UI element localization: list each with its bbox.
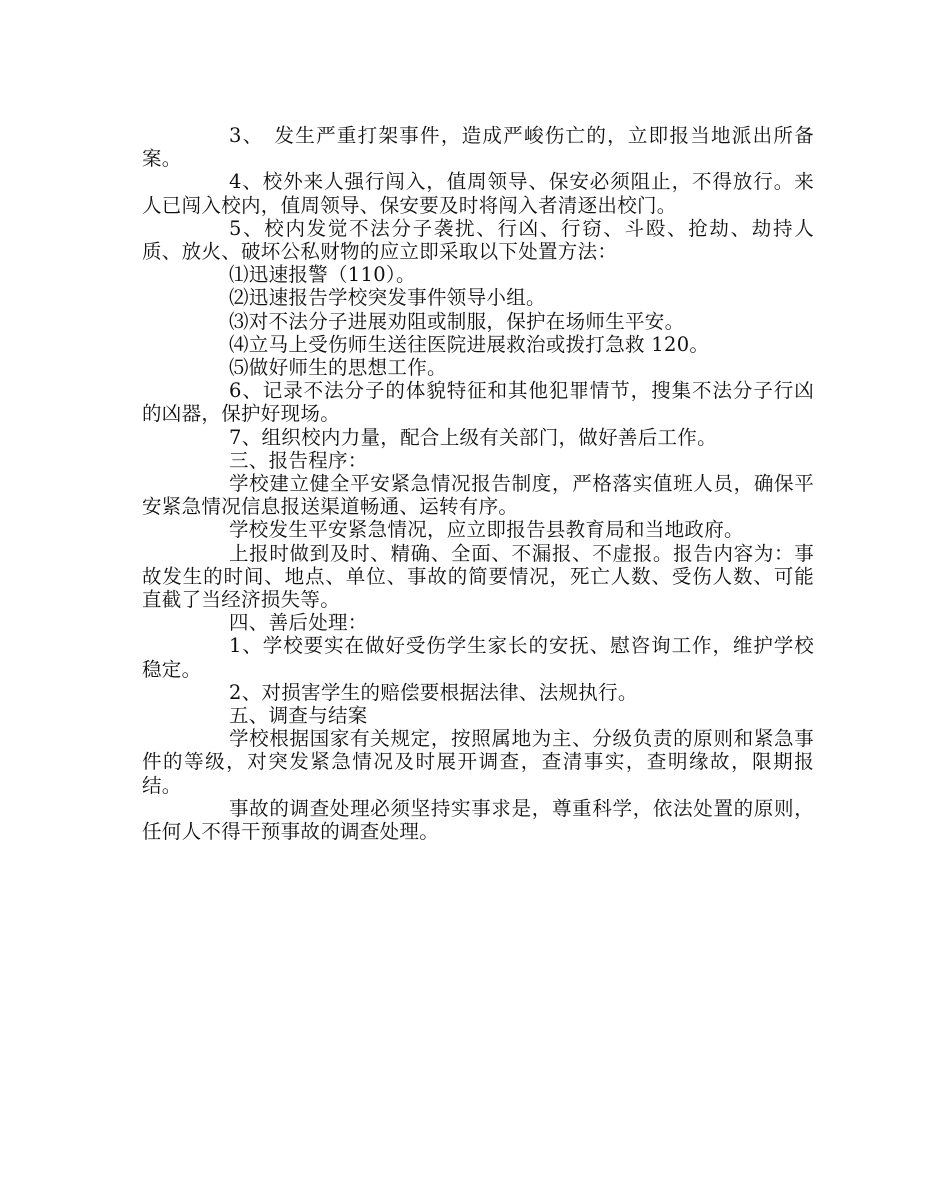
sub-item-5: ⑸做好师生的思想工作。 <box>229 356 447 380</box>
paragraph-investigation-1: 学校根据国家有关规定，按照属地为主、分级负责的原则和紧急事件的等级，对突发紧急情况及时展开调查，查清事实，查明缘故，限期报结。 <box>142 727 814 797</box>
paragraph-investigation-2: 事故的调查处理必须坚持实事求是，尊重科学，依法处置的原则，任何人不得干预事故的调查处理。 <box>142 796 814 844</box>
paragraph-report-content: 上报时做到及时、精确、全面、不漏报、不虚报。报告内容为：事故发生的时间、地点、单位、事故的简要情况，死亡人数、受伤人数、可能直截了当经济损失等。 <box>142 541 814 612</box>
paragraph-item-3: 3、 发生严重打架事件，造成严峻伤亡的，立即报当地派出所备案。 <box>142 124 814 171</box>
section-heading-report-procedure: 三、报告程序： <box>229 448 368 472</box>
sub-item-3: ⑶对不法分子进展劝阻或制服，保护在场师生平安。 <box>229 309 685 333</box>
paragraph-aftermath-2: 2、对损害学生的赔偿要根据法律、法规执行。 <box>229 680 638 704</box>
sub-item-2: ⑵迅速报告学校突发事件领导小组。 <box>229 286 546 310</box>
paragraph-item-7: 7、组织校内力量，配合上级有关部门，做好善后工作。 <box>229 425 717 449</box>
sub-item-1: ⑴迅速报警（110）。 <box>229 263 416 287</box>
paragraph-report-system: 学校建立健全平安紧急情况报告制度，严格落实值班人员，确保平安紧急情况信息报送渠道畅通、运转有序。 <box>142 472 814 519</box>
sub-item-4: ⑷立马上受伤师生送往医院进展救治或拨打急救 120。 <box>229 332 710 356</box>
paragraph-aftermath-1: 1、学校要实在做好受伤学生家长的安抚、慰咨询工作，维护学校稳定。 <box>142 634 814 681</box>
paragraph-item-4: 4、校外来人强行闯入，值周领导、保安必须阻止，不得放行。来人已闯入校内，值周领导、保安要及时将闯入者清逐出校门。 <box>142 170 814 217</box>
paragraph-item-5: 5、校内发觉不法分子袭扰、行凶、行窃、斗殴、抢劫、劫持人质、放火、破坏公私财物的应立即采取以下处置方法： <box>142 216 814 264</box>
paragraph-report-authorities: 学校发生平安紧急情况，应立即报告县教育局和当地政府。 <box>229 518 744 542</box>
section-heading-aftermath: 四、善后处理： <box>229 611 368 635</box>
paragraph-item-6: 6、记录不法分子的体貌特征和其他犯罪情节，搜集不法分子行凶的凶器，保护好现场。 <box>142 379 814 426</box>
section-heading-investigation: 五、调查与结案 <box>229 704 368 728</box>
document-body <box>142 124 814 843</box>
